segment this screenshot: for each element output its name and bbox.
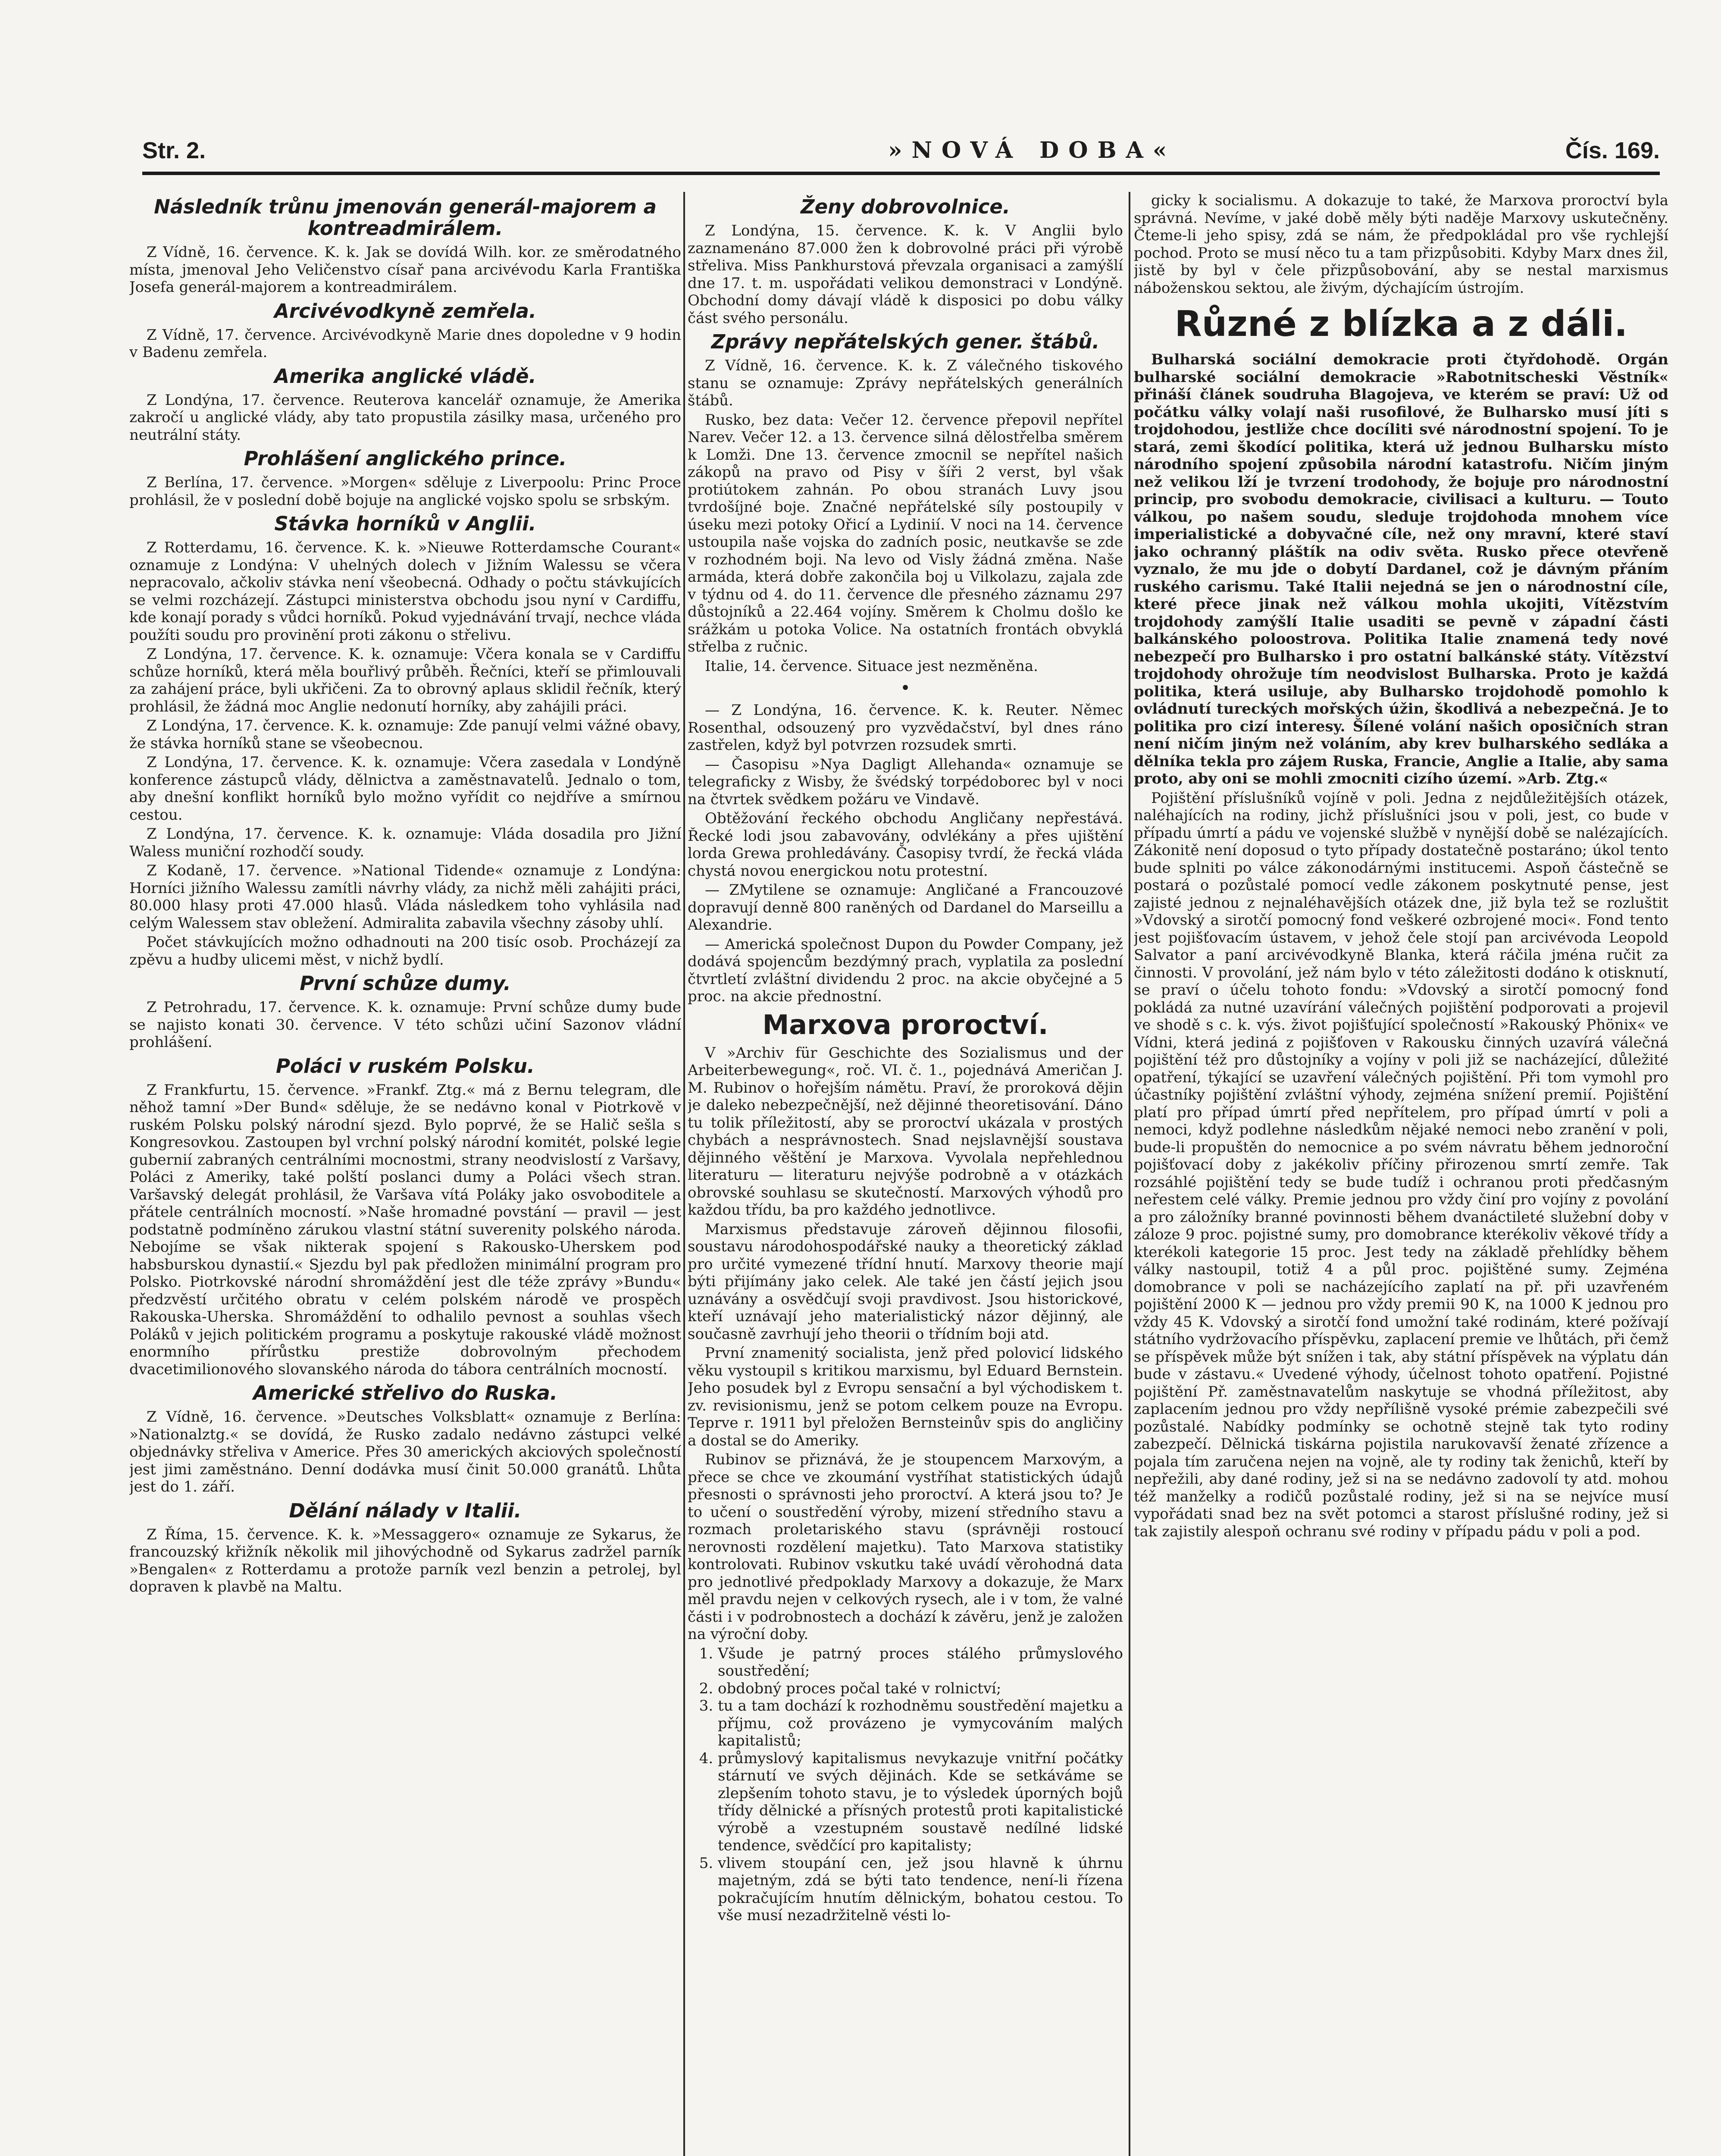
- column-2: [688, 192, 1123, 2156]
- list-item: 5. vlivem stoupání cen, jež jsou hlavně k úhrnu majetným, zdá se býti tato tendence, není-li řízena pokračujícím hnutím dělnickým, bohatou cestou. To vše musí nezadržitelně vésti lo-: [718, 1855, 1123, 1924]
- article-headline: Marxova proroctví.: [762, 1009, 1048, 1040]
- article-paragraph: Z Berlína, 17. července. »Morgen« sděluje z Liverpoolu: Princ Proce prohlásil, že v poslední době bojuje na anglické vojsko spolu se srbským.: [129, 474, 681, 509]
- list-item: 2. obdobný proces počal také v rolnictví;: [718, 1680, 1123, 1698]
- article-headline: Arcivévodkyně zemřela.: [274, 299, 537, 323]
- article-paragraph: Z Vídně, 17. července. Arcivévodkyně Marie dnes dopoledne v 9 hodin v Badenu zemřela.: [129, 326, 681, 361]
- list-item: 4. průmyslový kapitalismus nevykazuje vnitřní počátky stárnutí ve svých dějinách. Kde se setkáváme se zlepšením tohoto stavu, je to výsledek úporných bojů třídy dělnické a přísných protestů proti kapitalistické výrobě a vzestupném soustavě nedílné lidské tendence, svědčící pro kapitalisty;: [718, 1750, 1123, 1855]
- article-headline: Americké střelivo do Ruska.: [253, 1382, 557, 1404]
- article-paragraph: První znamenitý socialista, jenž před polovicí lidského věku vystoupil s kritikou marxismu, byl Eduard Bernstein. Jeho posudek byl z Evropu sensační a byl východiskem t. zv. revisionismu, jenž se potom celkem pouze na Evropu. Teprve r. 1911 byl přeložen Bernsteinův spis do angličiny a dostal se do Ameriky.: [688, 1344, 1123, 1449]
- article-paragraph: Z Říma, 15. července. K. k. »Messaggero« oznamuje ze Sykarus, že francouzský křižník několik mil jihovýchodně od Sykarus zadržel parník »Bengalen« z Rotterdamu a protože parník vezl benzin a petrolej, byl dopraven k plavbě na Maltu.: [129, 1526, 681, 1595]
- column-1: [129, 192, 681, 2156]
- article-headline: Prohlášení anglického prince.: [244, 447, 567, 470]
- masthead-rule: [142, 172, 1660, 175]
- article-paragraph: Z Londýna, 15. července. K. k. V Anglii bylo zaznamenáno 87.000 žen k dobrovolné práci při výrobě střeliva. Miss Pankhurstová převzala organisaci a zamýšlí dne 17. t. m. uspořádati velikou demonstraci v Londýně. Obchodní domy dávají vládě k disposici po dobu války část svého personálu.: [688, 222, 1123, 327]
- article-paragraph: Z Londýna, 17. července. K. k. oznamuje: Zde panují velmi vážné obavy, že stávka horníků stane se všeobecnou.: [129, 717, 681, 752]
- article-paragraph: Z Londýna, 17. července. K. k. oznamuje: Včera zasedala v Londýně konference zástupců vlády, dělnictva a zaměstnavatelů. Jednalo o tom, aby dnešní konflikt horníků bylo možno vyřídit co nejdříve a smírnou cestou.: [129, 754, 681, 824]
- article-paragraph: Z Londýna, 17. července. Reuterova kancelář oznamuje, že Amerika zakročí u anglické vlády, aby tato propustila zásilky masa, určeného pro neutrální státy.: [129, 391, 681, 444]
- section-separator: •: [900, 678, 911, 698]
- masthead: [142, 134, 1660, 172]
- article-paragraph: gicky k socialismu. A dokazuje to také, že Marxova proroctví byla správná. Nevíme, v jaké době měly býti naděje Marxovy uskutečněny. Čteme-li jeho spisy, zdá se nám, že předpokládal pro vše rychlejší pochod. Proto se musí něco tu a tam přizpůsobiti. Kdyby Marx dnes žil, jistě by byl v čele přizpůsobování, aby se nestal marxismus náboženskou sektou, ale živým, dýchajícím ústrojím.: [1134, 192, 1668, 297]
- article-paragraph: Z Frankfurtu, 15. července. »Frankf. Ztg.« má z Bernu telegram, dle něhož tamní »Der Bund« sděluje, že se nedávno konal v Piotrkově v ruském Polsku polský národní sjezd. Bylo poprvé, že se Halič sešla s Kongresovkou. Zastoupen byl vrchní polský národní komitét, polské legie gubernií zabraných centrálními mocnostmi, strany neodvislostí z Varšavy, Poláci z Ameriky, také polští poslanci dumy a Poláci všech stran. Varšavský delegát prohlásil, že Varšava vítá Poláky jako osvoboditele a přátele centrálních mocností. »Naše hromadné povstání — pravil — jest podstatně podmíněno zárukou vlastní státní suverenity polského národa. Nebojíme se však nikterak spojení s Rakousko-Uherskem pod habsburskou dynastií.« Sjezdu byl pak předložen minimální program pro Polsko. Piotrkovské národní shromáždění jest dle téže zprávy »Bundu« předzvěstí určitého obratu v celém polském národě ve prospěch Rakouska-Uherska. Shromáždění to odhalilo pevnost a souhlas všech Poláků v jejich politickém programu a poskytuje rakouské vládě možnost enormního přírůstku prestiže dobrovolným přechodem dvacetimilionového slovanského národa do tábora centrálních mocností.: [129, 1081, 681, 1378]
- article-paragraph: Počet stávkujících možno odhadnouti na 200 tisíc osob. Procházejí za zpěvu a hudby ulicemi měst, v nichž bydlí.: [129, 934, 681, 968]
- article-paragraph: Z Kodaně, 17. července. »National Tidende« oznamuje z Londýna: Horníci jižního Walessu zamítli návrhy vlády, za nichž měli zahájiti práci, 80.000 hlasy proti 47.000 hlasů. Vláda následkem toho vyhlásila nad celým Walessem stav obležení. Admiralita zabavila všechny zásoby uhlí.: [129, 862, 681, 932]
- article-paragraph: Z Londýna, 17. července. K. k. oznamuje: Vláda dosadila pro Jižní Waless muniční rozhodčí soudy.: [129, 825, 681, 860]
- newspaper-title: »NOVÁ DOBA«: [888, 137, 1177, 163]
- article-paragraph: — Časopisu »Nya Dagligt Allehanda« oznamuje se telegraficky z Wisby, že švédský torpédoborec byl v noci na čtvrtek svědkem požáru ve Vindavě.: [688, 755, 1123, 808]
- article-paragraph: Z Londýna, 17. července. K. k. oznamuje: Včera konala se v Cardiffu schůze horníků, která měla bouřlivý průběh. Řečníci, kteří se přimlouvali za zahájení práce, byli ukřičeni. Za to obrovný aplaus sklidil řečník, který prohlásil, že žádná moc Anglie nedonutí horníky, aby zahájili práci.: [129, 646, 681, 715]
- column-divider-2: [1129, 192, 1130, 2156]
- article-paragraph: Z Rotterdamu, 16. července. K. k. »Nieuwe Rotterdamsche Courant« oznamuje z Londýna: V uhelných dolech v Jižním Walessu se včera nepracovalo, ačkoliv stávka není všeobecná. Odhady o počtu stávkujících se velmi rozcházejí. Zástupci ministerstva obchodu jsou nyní v Cardiffu, kde konají porady s vůdci horníků. Pokud vyjednávání trvají, nechce vláda použíti soudu pro provinění proti zákonu o střelivu.: [129, 539, 681, 644]
- article-paragraph: — Z Londýna, 16. července. K. k. Reuter. Němec Rosenthal, odsouzený pro vyzvědačství, byl dnes ráno zastřelen, když byl potvrzen rozsudek smrti.: [688, 702, 1123, 754]
- list-item: 1. Všude je patrný proces stálého průmyslového soustředění;: [718, 1645, 1123, 1680]
- article-paragraph: Rubinov se přiznává, že je stoupencem Marxovým, a přece se chce ve zkoumání vystříhat statistických údajů přesnosti o správnosti jeho proroctví. A která jsou to? Je to učení o soustředění výroby, mizení středního stavu a rozmach proletariského stavu (správněji rostoucí nerovnosti rozdělení majetku). Tato Marxova statistiky kontrolovati. Rubinov vskutku také uvádí věrohodná data pro jednotlivé předpoklady Marxovy a dokazuje, že Marx měl pravdu nejen v celkových rysech, ale i v tom, že valné části i v podrobnostech a dochází k závěru, jenž je založen na výroční doby.: [688, 1451, 1123, 1643]
- article-headline: Dělání nálady v Italii.: [289, 1499, 522, 1522]
- article-paragraph: — ZMytilene se oznamuje: Angličané a Francouzové dopravují denně 800 raněných od Dardanel do Marseillu a Alexandrie.: [688, 881, 1123, 934]
- article-headline: Amerika anglické vládě.: [274, 364, 536, 388]
- article-headline: Zprávy nepřátelských gener. štábů.: [711, 330, 1100, 353]
- article-paragraph: — Americká společnost Dupon du Powder Company, jež dodává spojencům bezdýmný prach, vyplatila za poslední čtvrtletí zvláštní dividendu 2 proc. na akcie obyčejné a 5 proc. na akcie přednostní.: [688, 935, 1123, 1005]
- article-headline: První schůze dumy.: [300, 972, 511, 995]
- issue-number: Čís. 169.: [1565, 138, 1660, 163]
- article-paragraph: Z Vídně, 16. července. »Deutsches Volksblatt« oznamuje z Berlína: »Nationalztg.« se dovídá, že Rusko zadalo nedávno zástupci velké objednávky střeliva v Americe. Přes 30 amerických akciových společností jest jimi zaměstnáno. Denní dodávka musí činit 50.000 granátů. Lhůta jest do 1. září.: [129, 1408, 681, 1495]
- article-headline: Poláci v ruském Polsku.: [275, 1054, 535, 1078]
- article-paragraph: Z Petrohradu, 17. července. K. k. oznamuje: První schůze dumy bude se najisto konati 30. července. V této schůzi učiní Sazonov vládní prohlášení.: [129, 999, 681, 1051]
- article-paragraph: Pojištění příslušníků vojíně v poli. Jedna z nejdůležitějších otázek, naléhajících na rodiny, jichž příslušníci jsou v poli, jest, co bude v případu úmrtí a pádu ve vojenské službě v nynější době se nalézajících. Zákonitě není doposud o tyto případy dostatečně postaráno; úkol tento bude splniti po válce zákonodárnými institucemi. Aspoň částečně se postará o pozůstalé pomocí vedle zákonem poskytnuté pense, jest zajisté jednou z nejnaléhavějších otázek dne, již byla tež se rozluštit »Vdovský a sirotčí pomocný fond veškeré ozbrojené moci«. Fond tento jest pojišťovacím ústavem, v jehož čele stojí pan arcivévoda Leopold Salvator a paní arcivévodkyně Blanka, která ráčila jména ručit za činnosti. V provolání, jež nám bylo v této záležitosti dodáno k otisknutí, se praví o účelu tohoto fondu: »Vdovský a sirotčí pomocný fond pokládá za nutné uzavírání válečných pojištění podporovati a projevil ve shodě s c. k. výs. život pojišťující společností »Rakouský Phönix« ve Vídni, která jediná z pojišťoven v Rakousku činných uzavírá válečná pojištění též pro důstojníky a vojíny v poli již se nacházející, důležité opatření, týkající se uzavření válečných pojištění. Při tom vymohl pro účastníky pojištění zvláštní výhody, zejména snížení premií. Pojištění platí pro případ úmrtí před nepřítelem, pro případ úmrtí v poli a nemoci, když podlehne následkům nějaké nemoci nebo zranění v poli, bude-li propuštěn do nemocnice a po svém návratu během jednoroční pojišťovací doby z jakékoliv příčiny přirozenou smrtí zemře. Tak rozsáhlé pojištění tedy se bude tudíž i ochranou proti předčasným neřestem celé války. Premie jednou pro vždy činí pro vojíny z povolání a pro záložníky branné povinnosti během dvanáctileté služební doby v záloze 9 proc. pojistné sumy, pro domobrance kterékoliv věkové třídy a kterékoli kategorie 15 proc. Jest tedy na základě přehlídky během války nastoupil, totiž 4 a půl proc. pojištěné sumy. Zejména domobrance v poli se nacházejícího zaplatí na př. při uzavřeném pojištění 2000 K — jednou pro vždy premii 90 K, na 1000 K jednou pro vždy 45 K. Vdovský a sirotčí fond umožní také rodinám, které požívají státního vydržovacího příspěvku, zaplacení premie ve lhůtách, při čemž se příspěvek může být snížen i tak, aby státní příspěvek na výplatu dán bude v zástavu.« Uvedené výhody, účelnost tohoto opatření. Pojistné pojištění Př. zaměstnavatelům naskytuje se vhodná příležitost, aby zaplacením jednou pro vždy nepřílišně vysoké prémie zabezpečili své pozůstalé. Nabídky podmínky se ochotně stejně tak tyto rodiny zabezpečí. Dělnická tiskárna pojistila narukovavší ženaté zřízence a pojala tím zaručena nejen na vojně, ale ty rodiny tak ženichů, kteří by nepřežili, aby dané rodiny, jež si na se nedávno zadovolí ty atd. mohou též manželky a rodičů pozůstalé rodiny, jež si na se nejvíce musí vypořádati snad bez na svět potomci a starost příslušné rodiny, jež si tak zajistily alespoň ochranu své rodiny v případu pádu v poli a pod.: [1134, 789, 1668, 1540]
- article-headline: Ženy dobrovolnice.: [800, 195, 1011, 218]
- numbered-list: [688, 1645, 1123, 1924]
- article-headline: Stávka horníků v Anglii.: [274, 512, 536, 535]
- article-headline: Následník trůnu jmenován generál-majorem a kontreadmirálem.: [154, 195, 657, 240]
- article-paragraph: Marxismus představuje zároveň dějinnou filosofii, soustavu národohospodářské nauky a theoretický základ pro určité vymezené třídní hnutí. Marxovy theorie mají býti přijímány jako celek. Ale také jen částí jejich jsou uznávány a osvědčují svoji pravdivost. Jsou historickové, kteří uznávají jeho materialistický názor dějinný, ale současně zavrhují jeho theorii o třídním boji atd.: [688, 1220, 1123, 1343]
- article-headline: Různé z blízka a z dáli.: [1174, 304, 1628, 345]
- page-number: Str. 2.: [142, 138, 206, 163]
- column-3: [1134, 192, 1668, 2156]
- article-paragraph: Z Vídně, 16. července. K. k. Jak se dovídá Wilh. kor. ze směrodatného místa, jmenoval Jeho Veličenstvo císař pana arcivévodu Karla Františka Josefa generál-majorem a kontreadmirálem.: [129, 244, 681, 296]
- article-paragraph: Bulharská sociální demokracie proti čtyřdohodě. Orgán bulharské sociální demokracie »Rabotnitscheski Věstník« přináší článek soudruha Blagojeva, ve kterém se praví: Už od počátku války volají naši rusofilové, že Bulharsko musí jíti s trojdohodou, jestliže chce docíliti své národnostní spojení. To je stará, zemi škodící politika, která už jednou Bulharsku místo národního spojení způsobila národní katastrofu. Ničím jiným než velikou lží je tvrzení trodohody, že bojuje pro národnostní princip, pro svobodu demokracie, civilisaci a kulturu. — Touto válkou, po našem soudu, sleduje trojdohoda mnohem více imperialistické a dobyvačné cíle, než ony mravní, které staví jako ochranný pláštík na odiv světa. Rusko přece otevřeně vyznalo, že mu jde o dobytí Dardanel, což je dávným přáním ruského carismu. Také Italii nejedná se jen o národnostní cíle, které přece jinak než válkou mohla ukojiti, Vítězstvím trojdohody zamýšlí Italie usaditi se pevně v západní části balkánského poloostrova. Politika Italie znamená tedy nové nebezpečí pro Bulharsko i pro ostatní balkánské státy. Vítězství trojdohody ohrožuje tím neodvislost Bulharska. Proto je každá politika, která usiluje, aby Bulharsko trojdohodě pomohlo k ovládnutí tureckých mořských úžin, škodlivá a nebezpečná. Je to politika pro cizí interesy. Šílené volání našich oposičních stran není ničím jiným než voláním, aby krev bulharského sedláka a dělníka tekla pro zájem Ruska, Francie, Anglie a Italie, aby sama proto, aby oni se mohli zmocniti cizího území. »Arb. Ztg.«: [1134, 351, 1668, 787]
- column-divider-1: [683, 192, 685, 2156]
- article-paragraph: Rusko, bez data: Večer 12. července přepovil nepřítel Narev. Večer 12. a 13. července silná dělostřelba směrem k Lomži. Dne 13. července zmocnil se nepřítel našich zákopů na pravo od Pisy v šíři 2 verst, byl však protiútokem zahnán. Po obou stranách Luvy jsou tvrdošíjné boje. Značné nepřátelské síly postoupily v úseku mezi potoky Ořicí a Lydinií. V noci na 14. července ustoupila naše vojska do zadních posic, neutkavše se zde v rozhodném boji. Na levo od Visly žádná změna. Naše armáda, která dobře zakončila boj u Vilkolazu, zajala zde v týdnu od 4. do 11. července dle přesného záznamu 297 důstojníků a 22.464 vojíny. Směrem k Cholmu došlo ke srážkám u potoka Volice. Na ostatních frontách obvyklá střelba z ručnic.: [688, 411, 1123, 655]
- article-paragraph: Italie, 14. července. Situace jest nezměněna.: [705, 657, 1038, 675]
- article-paragraph: Obtěžování řeckého obchodu Angličany nepřestává. Řecké lodi jsou zabavovány, odvlékány a přes ujištění lorda Grewa prohledávány. Časopisy tvrdí, že řecká vláda chystá novou energickou notu protestní.: [688, 810, 1123, 880]
- article-paragraph: V »Archiv für Geschichte des Sozialismus und der Arbeiterbewegung«, roč. VI. č. 1., pojednává Američan J. M. Rubinov o hořejším námětu. Praví, že proroková dějin je daleko nebezpečnější, než dějinné theoretisování. Dáno tu tolik příležitostí, aby se proroctví ukázala v prostých chybách a nesprávnostech. Snad nejslavnější soustava dějinného věštění je Marxova. Vyvolala nepřehlednou literaturu — literaturu nejvýše podrobně a v otázkách obrovské souhlasu se skutečností. Marxových výhodů pro každou třídu, ba pro každého jednotlivce.: [688, 1044, 1123, 1219]
- article-paragraph: Z Vídně, 16. července. K. k. Z válečného tiskového stanu se oznamuje: Zprávy nepřátelských generálních štábů.: [688, 357, 1123, 409]
- list-item: 3. tu a tam dochází k rozhodněmu soustředění majetku a příjmu, což provázeno je vymycováním malých kapitalistů;: [718, 1697, 1123, 1750]
